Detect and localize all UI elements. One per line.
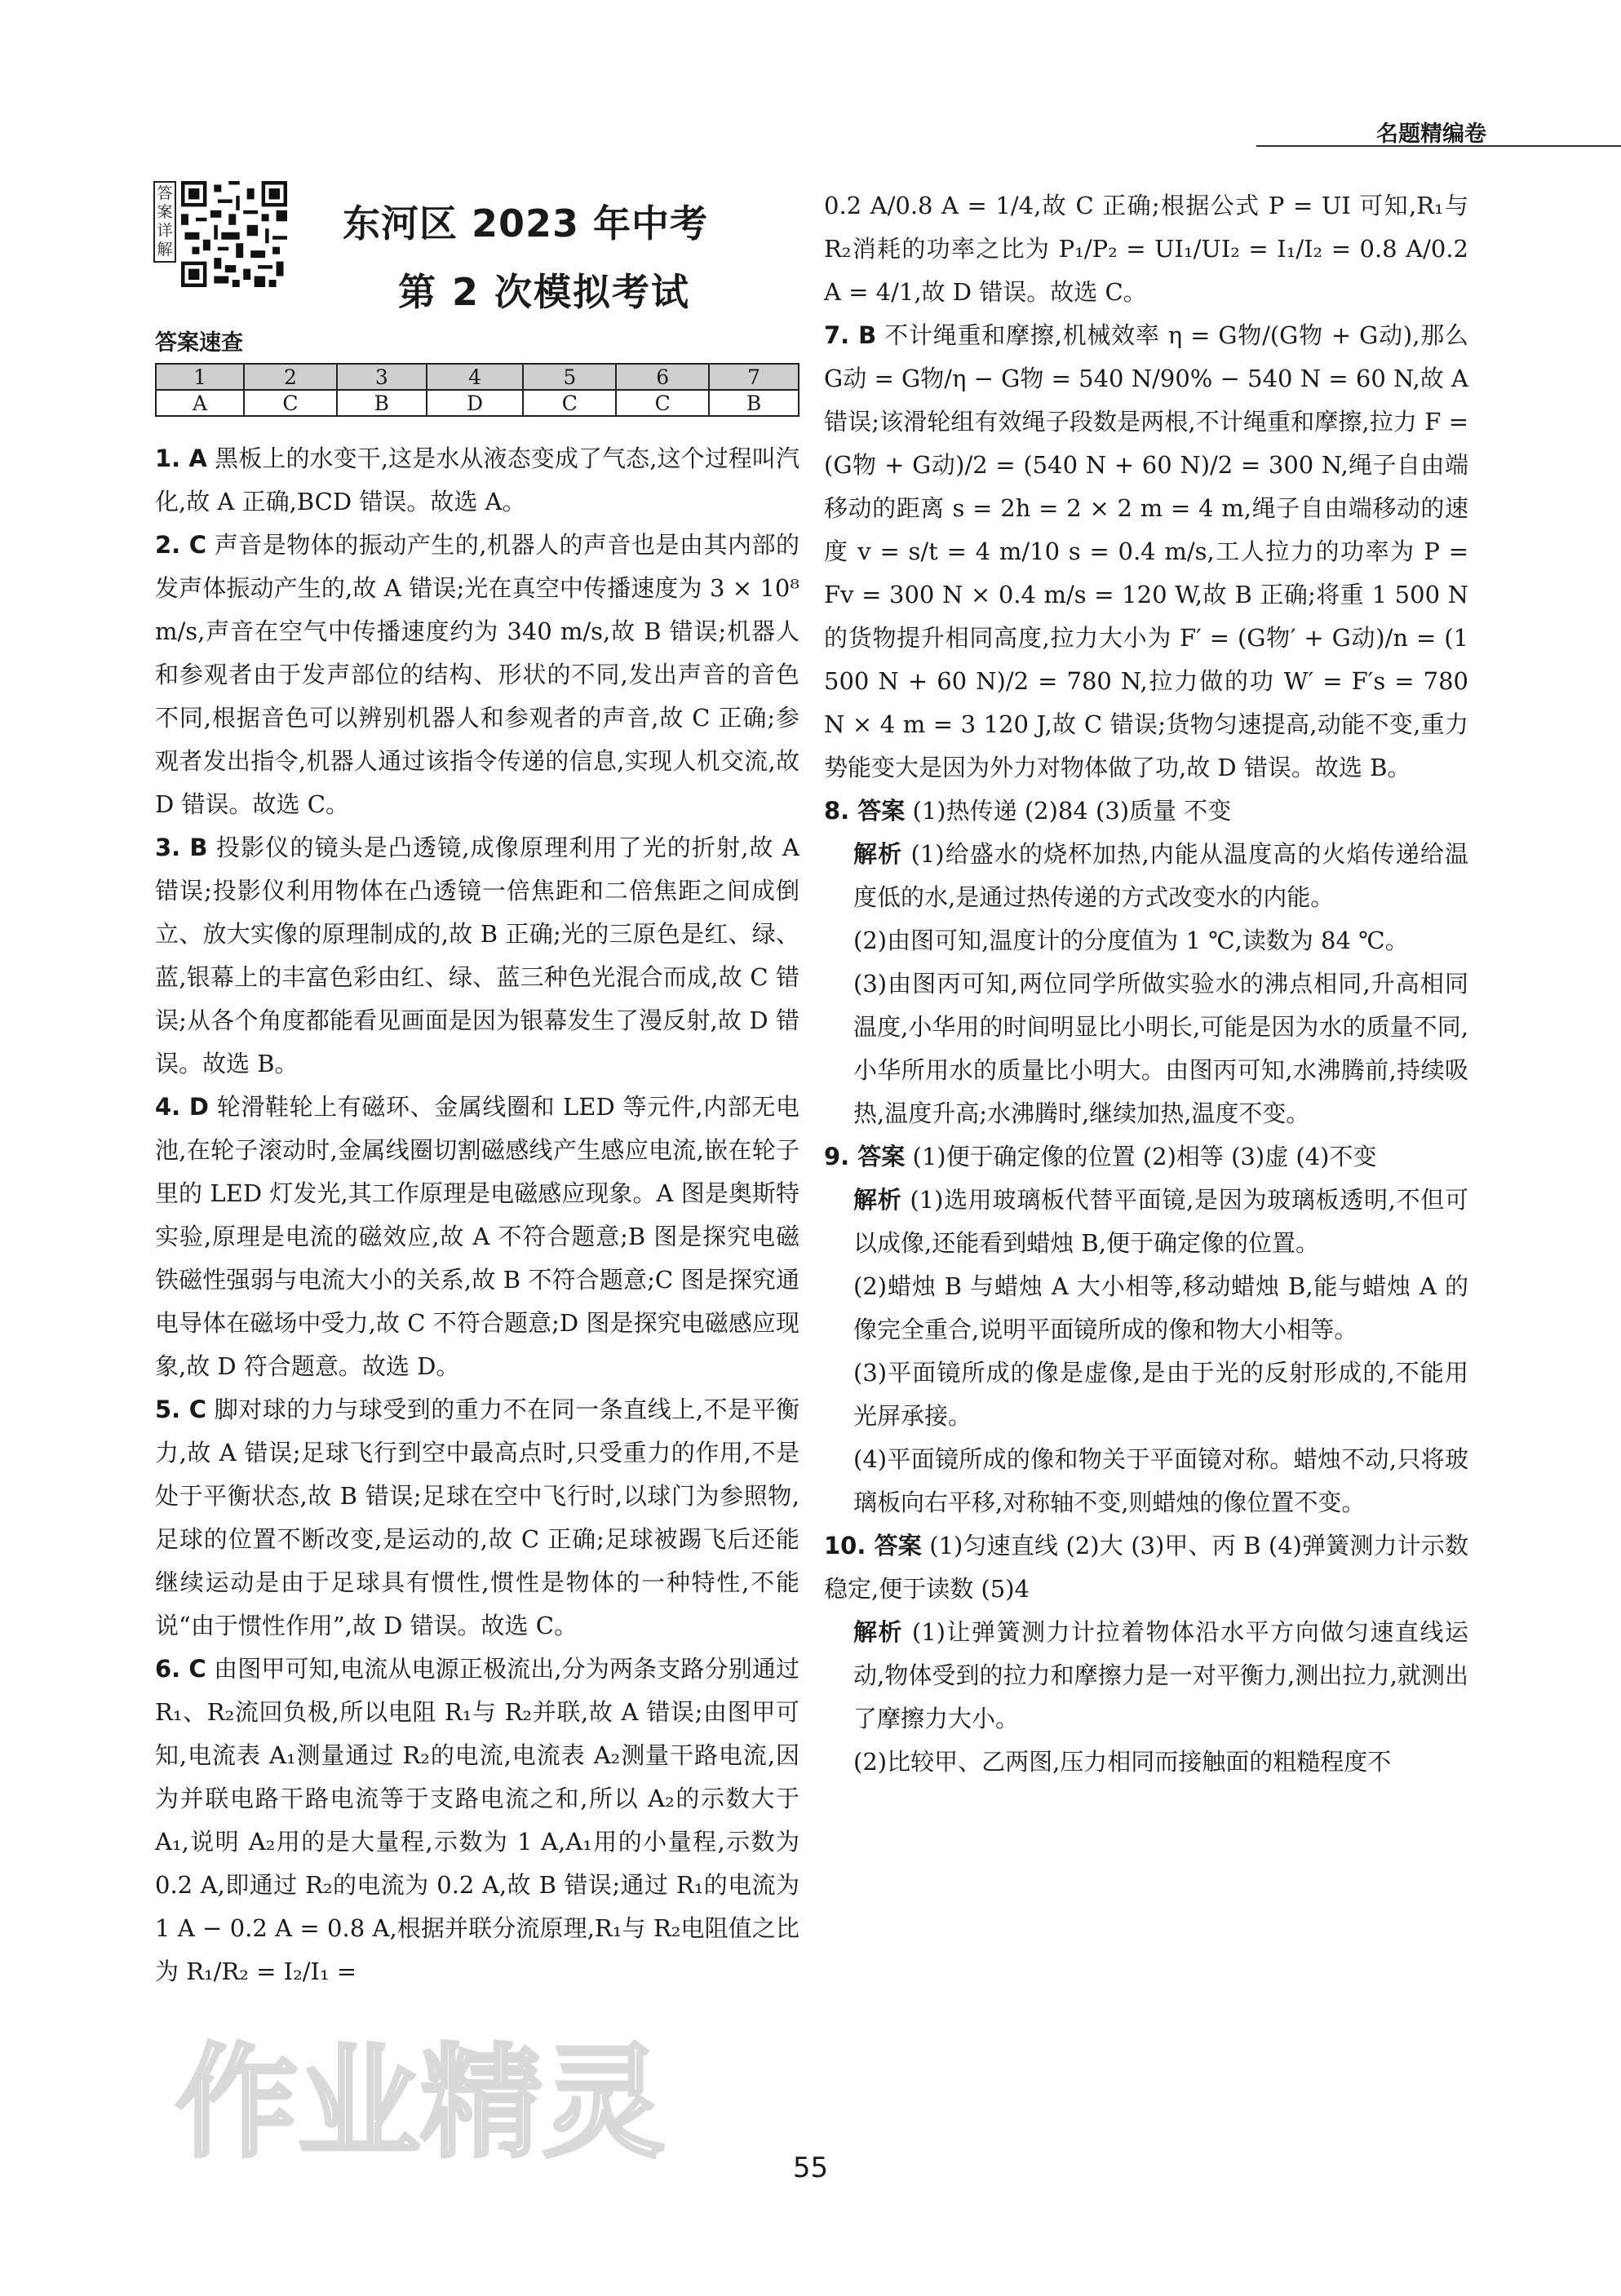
right-column-paragraph (824, 790, 1468, 833)
item-number: 解析 (853, 1186, 902, 1214)
item-text: (4)平面镜所成的像和物关于平面镜对称。蜡烛不动,只将玻璃板向右平移,对称轴不变,则蜡烛的像位置不变。 (853, 1445, 1468, 1516)
page-subtitle: 第 2 次模拟考试 (398, 270, 691, 314)
item-text: 轮滑鞋轮上有磁环、金属线圈和 LED 等元件,内部无电池,在轮子滚动时,金属线圈切割磁感线产生感应电流,嵌在轮子里的 LED 灯发光,其工作原理是电磁感应现象。A 图是奥斯特实验,原理是电流的磁效应,故 A 不符合题意;B 图是探究电磁铁磁性强弱与电流大小的关系,故 B 不符合题意;C 图是探究通电导体在磁场中受力,故 C 不符合题意;D 图是探究电磁感应现象,故 D 符合题意。故选 D。 (155, 1093, 799, 1380)
item-text: 脚对球的力与球受到的重力不在同一条直线上,不是平衡力,故 A 错误;足球飞行到空中最高点时,只受重力的作用,不是处于平衡状态,故 B 错误;足球在空中飞行时,以球门为参照物,足球的位置不断改变,是运动的,故 C 正确;足球被踢飞后还能继续运动是由于足球具有惯性,惯性是物体的一种特性,不能说“由于惯性作用”,故 D 错误。故选 C。 (155, 1396, 799, 1639)
item-text: (1)热传递 (2)84 (3)质量 不变 (912, 797, 1232, 825)
item-text: (2)由图可知,温度计的分度值为 1 ℃,读数为 84 ℃。 (853, 927, 1409, 954)
left-column (155, 437, 799, 1993)
item-number: 1. A (155, 445, 207, 472)
item-text: 声音是物体的振动产生的,机器人的声音也是由其内部的发声体振动产生的,故 A 错误;光在真空中传播速度为 3 × 10⁸ m/s,声音在空气中传播速度约为 340 m/s,故 B 错误;机器人和参观者由于发声部位的结构、形状的不同,发出声音的音色不同,根据音色可以辨别机器人和参观者的声音,故 C 正确;参观者发出指令,机器人通过该指令传递的信息,实现人机交流,故 D 错误。故选 C。 (155, 531, 799, 818)
left-column-paragraph (155, 826, 799, 1086)
qr-code-icon[interactable] (181, 181, 287, 287)
right-column-paragraph (824, 962, 1468, 1135)
item-text: (1)给盛水的烧杯加热,内能从温度高的火焰传递给温度低的水,是通过热传递的方式改变水的内能。 (853, 840, 1468, 911)
qr-block (153, 181, 287, 287)
right-column-paragraph (824, 1741, 1468, 1784)
item-text: 0.2 A/0.8 A = 1/4,故 C 正确;根据公式 P = UI 可知,R₁与 R₂消耗的功率之比为 P₁/P₂ = UI₁/UI₂ = I₁/I₂ = 0.8 A/0.2 A = 4/1,故 D 错误。故选 C。 (824, 192, 1468, 306)
right-column-paragraph (824, 1438, 1468, 1524)
qr-side-label: 答 案 详 解 (153, 181, 176, 263)
item-text: 黑板上的水变干,这是水从液态变成了气态,这个过程叫汽化,故 A 正确,BCD 错误。故选 A。 (155, 445, 799, 515)
item-text: (2)蜡烛 B 与蜡烛 A 大小相等,移动蜡烛 B,能与蜡烛 A 的像完全重合,说明平面镜所成的像和物大小相等。 (853, 1272, 1468, 1343)
item-text: (1)匀速直线 (2)大 (3)甲、丙 B (4)弹簧测力计示数稳定,便于读数 (5)4 (824, 1532, 1469, 1603)
item-number: 3. B (155, 834, 208, 861)
left-column-paragraph (155, 1086, 799, 1388)
item-number: 5. C (155, 1396, 207, 1423)
item-text: (2)比较甲、乙两图,压力相同而接触面的粗糙程度不 (853, 1748, 1392, 1776)
svg-text:作业精灵: 作业精灵 (175, 2033, 666, 2174)
item-number: 10. 答案 (824, 1532, 922, 1559)
answer-table-header-row: 1 2 3 4 5 6 7 (156, 364, 799, 390)
right-column-paragraph (824, 1179, 1468, 1265)
item-number: 9. 答案 (824, 1143, 906, 1170)
right-column-paragraph (824, 1135, 1468, 1179)
item-text: (3)由图丙可知,两位同学所做实验水的沸点相同,升高相同温度,小华用的时间明显比小明长,可能是因为水的质量不同,小华所用水的质量比小明大。由图丙可知,水沸腾前,持续吸热,温度升高;水沸腾时,继续加热,温度不变。 (853, 970, 1468, 1127)
item-text: (3)平面镜所成的像是虚像,是由于光的反射形成的,不能用光屏承接。 (853, 1359, 1468, 1430)
item-number: 2. C (155, 531, 207, 559)
item-text: (1)让弹簧测力计拉着物体沿水平方向做匀速直线运动,物体受到的拉力和摩擦力是一对平衡力,测出拉力,就测出了摩擦力大小。 (853, 1618, 1468, 1732)
item-number: 解析 (853, 840, 903, 868)
header-rule (1256, 145, 1621, 147)
header-label: 名题精编卷 (1376, 122, 1486, 147)
item-number: 8. 答案 (824, 797, 906, 825)
left-column-paragraph (155, 437, 799, 524)
page-title: 东河区 2023 年中考 (343, 201, 709, 246)
item-number: 6. C (155, 1655, 206, 1683)
left-column-paragraph (155, 1388, 799, 1648)
right-column (824, 184, 1468, 1784)
answer-table-answer-row: A C B D C C B (156, 390, 799, 416)
right-column-paragraph (824, 833, 1468, 919)
item-text: (1)便于确定像的位置 (2)相等 (3)虚 (4)不变 (912, 1143, 1377, 1170)
right-column-paragraph (824, 919, 1468, 962)
answer-quick-heading: 答案速查 (155, 330, 243, 356)
right-column-paragraph (824, 1524, 1468, 1611)
page-number: 55 (792, 2152, 829, 2184)
item-number: 7. B (824, 321, 877, 349)
item-text: 不计绳重和摩擦,机械效率 η = G物/(G物 + G动),那么 G动 = G物/η − G物 = 540 N/90% − 540 N = 60 N,故 A 错误;该滑轮组有效绳子段数是两根,不计绳重和摩擦,拉力 F = (G物 + G动)/2 = (540 N + 60 N)/2 = 300 N,绳子自由端移动的距离 s = 2h = 2 × 2 m = 4 m,绳子自由端移动的速度 v = s/t = 4 m/10 s = 0.4 m/s,工人拉力的功率为 P = Fv = 300 N × 0.4 m/s = 120 W,故 B 正确;将重 1 500 N 的货物提升相同高度,拉力大小为 F′ = (G物′ + G动)/n = (1 500 N + 60 N)/2 = 780 N,拉力做的功 W′ = F′s = 780 N × 4 m = 3 120 J,故 C 错误;货物匀速提高,动能不变,重力势能变大是因为外力对物体做了功,故 D 错误。故选 B。 (824, 321, 1468, 781)
answer-table (155, 363, 799, 417)
right-column-paragraph (824, 314, 1468, 790)
item-number: 解析 (853, 1618, 904, 1646)
right-column-paragraph (824, 1611, 1468, 1741)
item-number: 4. D (155, 1093, 209, 1121)
right-column-paragraph (824, 1351, 1468, 1438)
right-column-paragraph (824, 184, 1468, 314)
left-column-paragraph (155, 1648, 799, 1993)
item-text: 投影仪的镜头是凸透镜,成像原理利用了光的折射,故 A 错误;投影仪利用物体在凸透镜一倍焦距和二倍焦距之间成倒立、放大实像的原理制成的,故 B 正确;光的三原色是红、绿、蓝,银幕上的丰富色彩由红、绿、蓝三种色光混合而成,故 C 错误;从各个角度都能看见画面是因为银幕发生了漫反射,故 D 错误。故选 B。 (155, 834, 799, 1077)
right-column-paragraph (824, 1265, 1468, 1351)
left-column-paragraph (155, 524, 799, 826)
item-text: 由图甲可知,电流从电源正极流出,分为两条支路分别通过 R₁、R₂流回负极,所以电阻 R₁与 R₂并联,故 A 错误;由图甲可知,电流表 A₁测量通过 R₂的电流,电流表 A₂测量干路电流,因为并联电路干路电流等于支路电流之和,所以 A₂的示数大于 A₁,说明 A₂用的是大量程,示数为 1 A,A₁用的小量程,示数为 0.2 A,即通过 R₂的电流为 0.2 A,故 B 错误;通过 R₁的电流为 1 A − 0.2 A = 0.8 A,根据并联分流原理,R₁与 R₂电阻值之比为 R₁/R₂ = I₂/I₁ = (155, 1655, 799, 1985)
item-text: (1)选用玻璃板代替平面镜,是因为玻璃板透明,不但可以成像,还能看到蜡烛 B,便于确定像的位置。 (853, 1186, 1468, 1257)
